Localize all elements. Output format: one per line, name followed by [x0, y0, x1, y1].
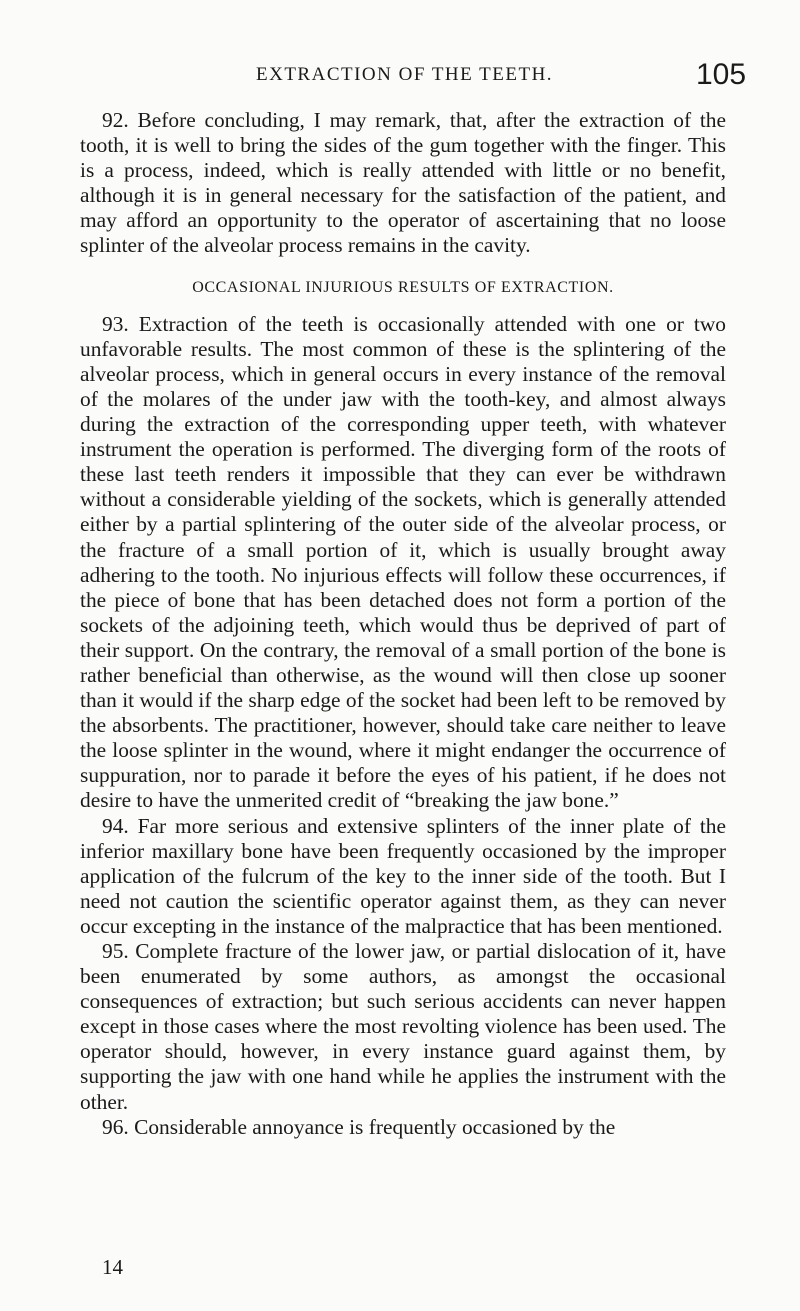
paragraph-93: 93. Extraction of the teeth is occasionally attended with one or two unfavorable results. The most common of these is the splintering of the alveolar process, which in general occurs in every instance of the removal of the molares of the under jaw with the tooth-key, and almost always during the extraction of the corresponding upper teeth, with whatever instrument the operation is performed. The diverging form of the roots of these last teeth renders it impossible that they can ever be withdrawn without a considerable yielding of the sockets, which is generally attended either by a partial splintering of the outer side of the alveolar process, or the fracture of a small portion of it, which is usually brought away adhering to the tooth. No injurious effects will follow these occurrences, if the piece of bone that has been detached does not form a portion of the sockets of the adjoining teeth, which would thus be deprived of part of their support. On the contrary, the removal of a small portion of the bone is rather beneficial than otherwise, as the wound will then close up sooner than it would if the sharp edge of the socket had been left to be removed by the absorbents. The practitioner, however, should take care neither to leave the loose splinter in the wound, where it might endanger the occurrence of suppuration, nor to parade it before the eyes of his patient, if he does not desire to have the unmerited credit of “breaking the jaw bone.” — [80, 311, 726, 813]
page-header — [0, 58, 800, 98]
page-body — [80, 108, 726, 1140]
signature-mark: 14 — [102, 1255, 123, 1279]
paragraph-92: 92. Before concluding, I may remark, that, after the extraction of the tooth, it is well to bring the sides of the gum together with the finger. This is a process, indeed, which is really attended with little or no benefit, although it is in general necessary for the satisfaction of the patient, and may afford an opportunity to the operator of ascertaining that no loose splinter of the alveolar process remains in the cavity. — [80, 108, 726, 258]
paragraph-94: 94. Far more serious and extensive splinters of the inner plate of the inferior maxillary bone have been frequently occasioned by the improper application of the fulcrum of the key to the inner side of the tooth. But I need not caution the scientific operator against them, as they can never occur excepting in the instance of the malpractice that has been mentioned. — [80, 813, 726, 938]
section-heading: OCCASIONAL INJURIOUS RESULTS OF EXTRACTION. — [192, 278, 614, 296]
paragraph-95: 95. Complete fracture of the lower jaw, or partial dislocation of it, have been enumerated by some authors, as amongst the occasional consequences of extraction; but such serious accidents can never happen except in those cases where the most revolting violence has been used. The operator should, however, in every instance guard against them, by supporting the jaw with one hand while he applies the instrument with the other. — [80, 939, 726, 1114]
paragraph-96: 96. Considerable annoyance is frequently occasioned by the — [102, 1114, 616, 1139]
page-number: 105 — [696, 58, 747, 91]
running-title: EXTRACTION OF THE TEETH. — [256, 64, 554, 85]
